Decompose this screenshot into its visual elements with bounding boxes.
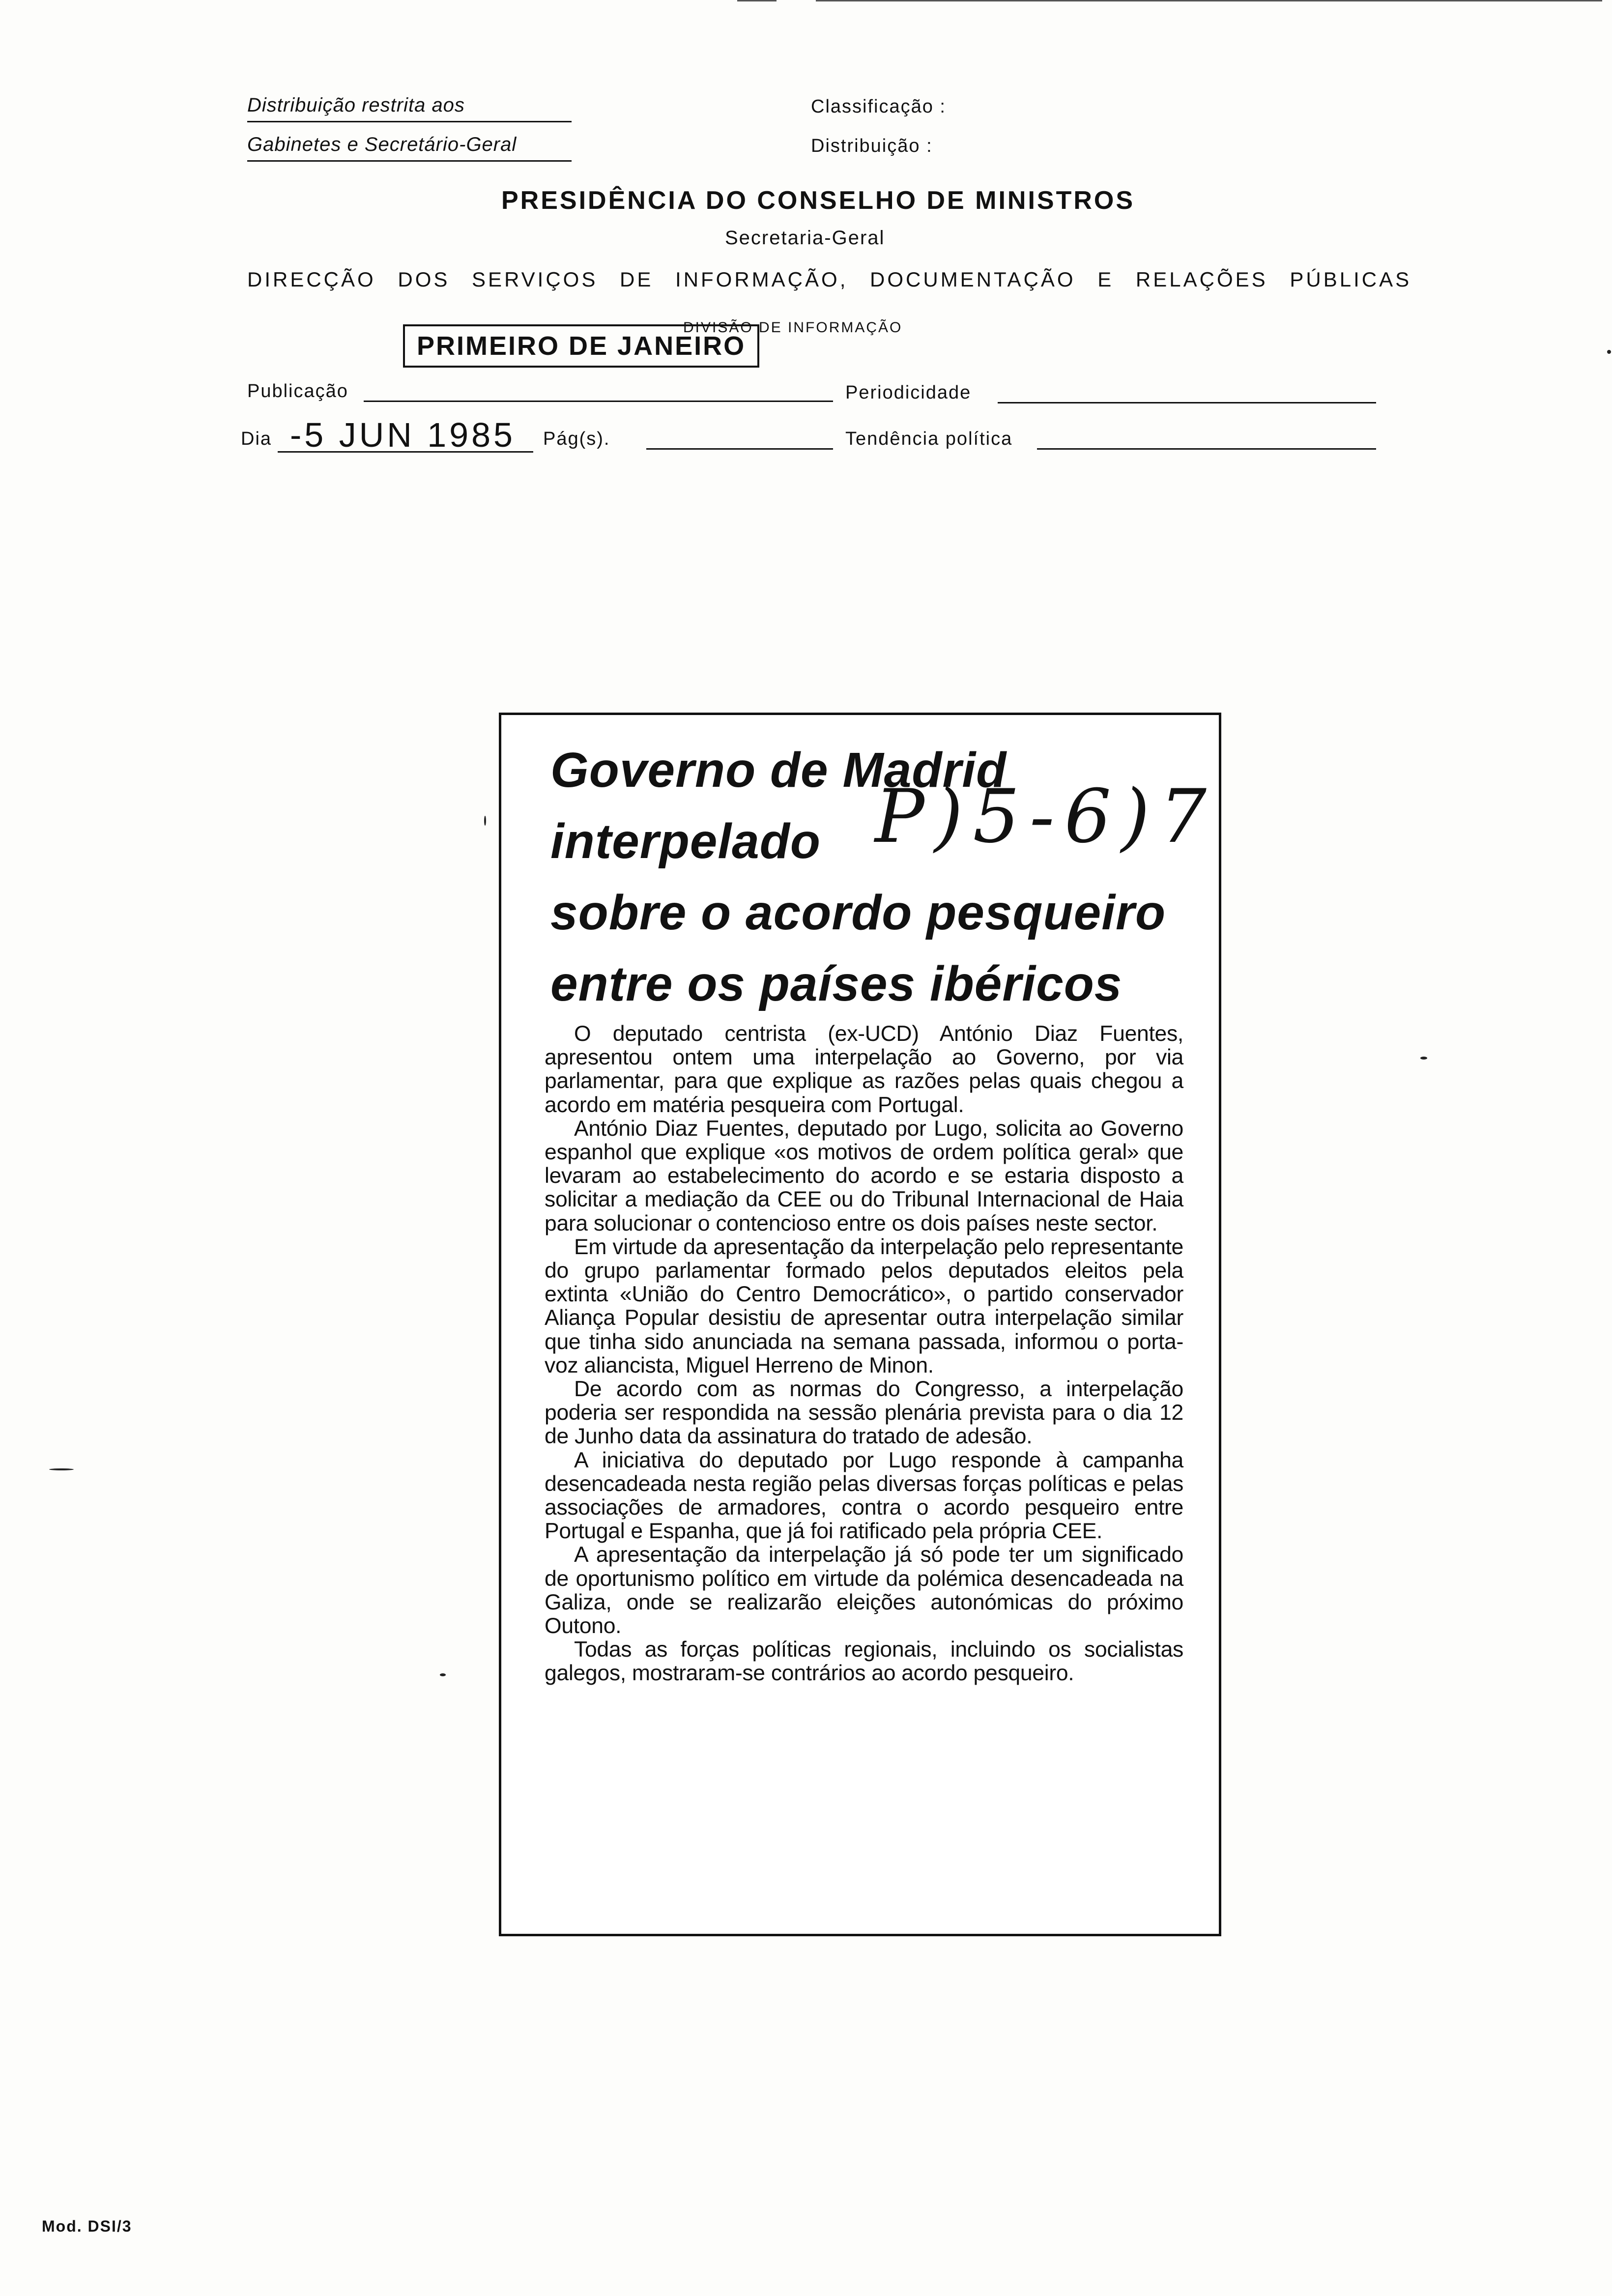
direccao-heading: DIRECÇÃO DOS SERVIÇOS DE INFORMAÇÃO, DOCUMENTAÇÃO E RELAÇÕES PÚBLICAS xyxy=(247,268,1412,291)
headline-line: entre os países ibéricos xyxy=(550,956,1123,1011)
tendencia-label: Tendência política xyxy=(845,429,1013,449)
secretaria-geral: Secretaria-Geral xyxy=(725,227,885,249)
newspaper-clipping xyxy=(499,713,1221,1936)
publicacao-label: Publicação xyxy=(247,381,348,402)
scan-artifact xyxy=(737,0,777,1)
handwritten-annotation: P)5-6)7 xyxy=(875,774,1216,860)
pags-line xyxy=(646,448,833,450)
restricted-distribution-line1: Distribuição restrita aos xyxy=(247,94,465,116)
distribuicao-label: Distribuição : xyxy=(811,136,933,156)
model-code: Mod. DSI/3 xyxy=(42,2217,132,2235)
underline xyxy=(247,121,572,122)
classificacao-label: Classificação : xyxy=(811,96,946,117)
article-paragraph: Todas as forças políticas regionais, incluindo os socialistas galegos, mostraram-se contrários ao acordo pesqueiro. xyxy=(545,1637,1183,1686)
article-paragraph: A apresentação da interpelação já só pode ter um significado de oportunismo político em virtude da polémica desencadeada na Galiza, onde se realizarão eleições autonómicas do próximo Outono. xyxy=(545,1543,1183,1638)
underline xyxy=(247,160,572,162)
scan-speck xyxy=(440,1673,446,1676)
article-body xyxy=(545,1022,1183,1686)
article-paragraph: Em virtude da apresentação da interpelação pelo representante do grupo parlamentar formado pelos deputados eleitos pela extinta «União do Centro Democrático», o partido conservador Aliança Popular desistiu de apresentar outra interpelação similar que tinha sido anunciada na semana passada, informou o porta-voz aliancista, Miguel Herreno de Minon. xyxy=(545,1234,1183,1378)
periodicidade-label: Periodicidade xyxy=(845,382,972,403)
restricted-distribution-line2: Gabinetes e Secretário-Geral xyxy=(247,134,517,155)
scan-speck xyxy=(49,1468,74,1470)
publicacao-line xyxy=(364,401,833,402)
dia-line xyxy=(278,451,533,453)
periodicidade-line xyxy=(998,402,1376,403)
newspaper-stamp: PRIMEIRO DE JANEIRO xyxy=(403,324,759,368)
pags-label: Pág(s). xyxy=(543,429,610,449)
headline-line: interpelado xyxy=(550,814,821,869)
article-paragraph: A iniciativa do deputado por Lugo responde à campanha desencadeada nesta região pelas diversas forças políticas e pelas associações de armadores, contra o acordo pesqueiro entre Portugal e Espanha, que já foi ratificado pela própria CEE. xyxy=(545,1448,1183,1544)
divisao-informacao: DIVISÃO DE INFORMAÇÃO xyxy=(683,319,903,336)
dia-value: -5 JUN 1985 xyxy=(290,416,516,454)
tendencia-line xyxy=(1037,448,1376,450)
headline-line: Governo de Madrid xyxy=(550,743,1007,798)
article-paragraph: De acordo com as normas do Congresso, a interpelação poderia ser respondida na sessão plenária prevista para o dia 12 de Junho data da assinatura do tratado de adesão. xyxy=(545,1377,1183,1449)
dia-label: Dia xyxy=(241,429,272,449)
ministry-heading: PRESIDÊNCIA DO CONSELHO DE MINISTROS xyxy=(501,186,1135,215)
article-paragraph: António Diaz Fuentes, deputado por Lugo, solicita ao Governo espanhol que explique «os motivos de ordem política geral» que levaram ao estabelecimento do acordo e se estaria disposto a solicitar a mediação da CEE ou do Tribunal Internacional de Haia para solucionar o contencioso entre os dois países neste sector. xyxy=(545,1116,1183,1235)
scan-speck xyxy=(1607,350,1611,354)
scan-speck xyxy=(484,816,486,826)
headline-line: sobre o acordo pesqueiro xyxy=(550,885,1166,940)
scan-speck xyxy=(1420,1057,1427,1060)
article-paragraph: O deputado centrista (ex-UCD) António Diaz Fuentes, apresentou ontem uma interpelação ao Governo, por via parlamentar, para que explique as razões pelas quais chegou a acordo em matéria pesqueira com Portugal. xyxy=(545,1022,1183,1117)
scan-artifact xyxy=(816,0,1602,1)
